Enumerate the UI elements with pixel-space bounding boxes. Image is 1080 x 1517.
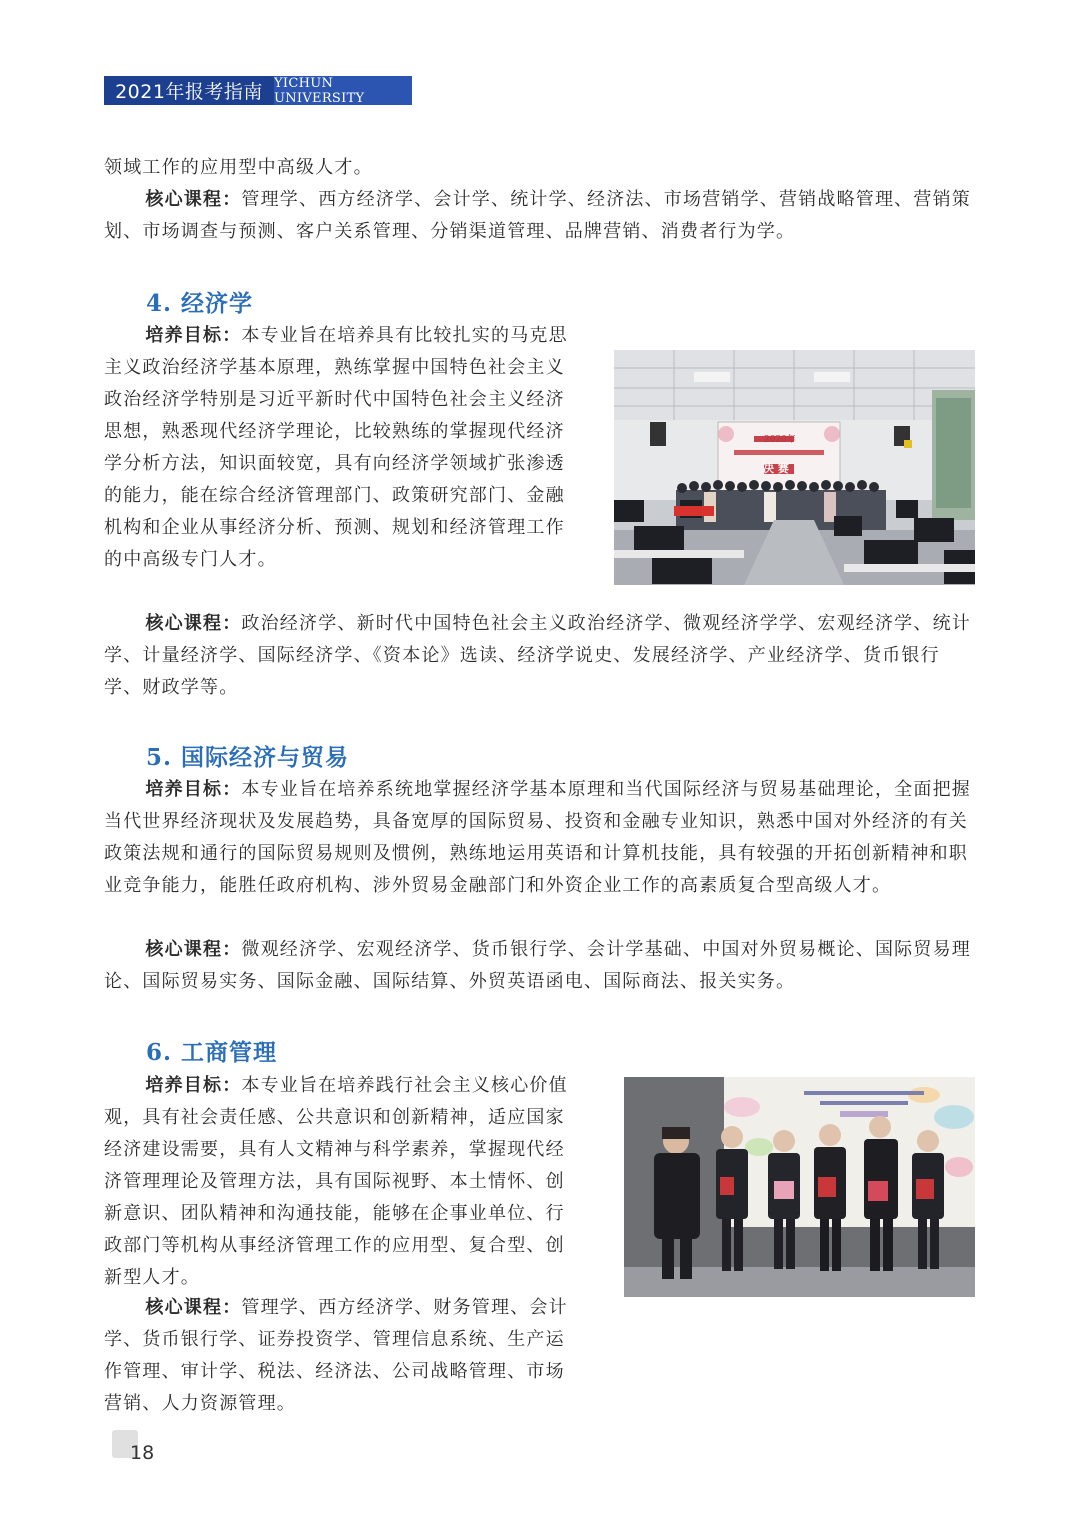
economics-goal <box>104 320 570 576</box>
trade-goal <box>104 774 976 902</box>
banner-year-text: 2020年 <box>764 435 796 445</box>
guide-title: 2021年报考指南 <box>104 76 274 105</box>
core-text: 管理学、西方经济学、财务管理、会计学、货币银行学、证券投资学、管理信息系统、生产运作管理、审计学、税法、经济法、公司战略管理、市场营销、人力资源管理。 <box>104 1297 568 1414</box>
goal-label: 培养目标： <box>145 779 242 800</box>
award-scene-svg <box>624 1077 975 1297</box>
core-text: 管理学、西方经济学、会计学、统计学、经济法、市场营销学、营销战略管理、营销策划、市场调查与预测、客户关系管理、分销渠道管理、品牌营销、消费者行为学。 <box>104 189 971 242</box>
university-name: YICHUN UNIVERSITY <box>274 76 412 105</box>
goal-label: 培养目标： <box>145 325 242 346</box>
trade-core-courses <box>104 934 976 998</box>
classroom-competition-photo <box>614 350 975 585</box>
core-text: 政治经济学、新时代中国特色社会主义政治经济学、微观经济学学、宏观经济学、统计学、计量经济学、国际经济学、《资本论》选读、经济学说史、发展经济学、产业经济学、货币银行学、财政学等。 <box>104 613 971 698</box>
business-core-courses <box>104 1292 580 1420</box>
economics-core-courses <box>104 608 976 704</box>
goal-text: 本专业旨在培养系统地掌握经济学基本原理和当代国际经济与贸易基础理论，全面把握当代世界经济现状及发展趋势，具备宽厚的国际贸易、投资和金融专业知识，熟悉中国对外经济的有关政策法规和通行的国际贸易规则及惯例，熟练地运用英语和计算机技能，具有较强的开拓创新精神和职业竞争能力，能胜任政府机构、涉外贸易金融部门和外资企业工作的高素质复合型高级人才。 <box>104 779 971 896</box>
page-number-block <box>112 1430 156 1476</box>
core-label: 核心课程： <box>145 1297 242 1318</box>
banner-final-text: 决 赛 <box>763 462 789 475</box>
section-title-business-admin: 6. 工商管理 <box>146 1039 278 1066</box>
page-number: 18 <box>130 1442 155 1464</box>
goal-label: 培养目标： <box>145 1075 242 1096</box>
section-title-economics: 4. 经济学 <box>146 290 254 317</box>
goal-text: 本专业旨在培养践行社会主义核心价值观，具有社会责任感、公共意识和创新精神，适应国家经济建设需要，具有人文精神与科学素养，掌握现代经济管理理论及管理方法，具有国际视野、本土情怀、创新意识、团队精神和沟通技能，能够在企事业单位、行政部门等机构从事经济管理工作的应用型、复合型、创新型人才。 <box>104 1075 568 1288</box>
award-ceremony-photo <box>624 1077 975 1297</box>
header-band <box>104 76 412 105</box>
goal-text: 本专业旨在培养具有比较扎实的马克思主义政治经济学基本原理，熟练掌握中国特色社会主义政治经济学特别是习近平新时代中国特色社会主义经济思想，熟悉现代经济学理论，比较熟练的掌握现代经济学分析方法，知识面较宽，具有向经济学领域扩张渗透的能力，能在综合经济管理部门、政策研究部门、金融机构和企业从事经济分析、预测、规划和经济管理工作的中高级专门人才。 <box>104 325 568 570</box>
continued-text: 领域工作的应用型中高级人才。 <box>104 157 373 178</box>
marketing-core-courses <box>104 184 976 248</box>
section-title-international-trade: 5. 国际经济与贸易 <box>146 744 350 771</box>
classroom-scene-svg <box>614 350 975 585</box>
core-label: 核心课程： <box>145 189 242 210</box>
core-label: 核心课程： <box>145 939 242 960</box>
business-goal <box>104 1070 580 1294</box>
core-label: 核心课程： <box>145 613 242 634</box>
core-text: 微观经济学、宏观经济学、货币银行学、会计学基础、中国对外贸易概论、国际贸易理论、国际贸易实务、国际金融、国际结算、外贸英语函电、国际商法、报关实务。 <box>104 939 971 992</box>
